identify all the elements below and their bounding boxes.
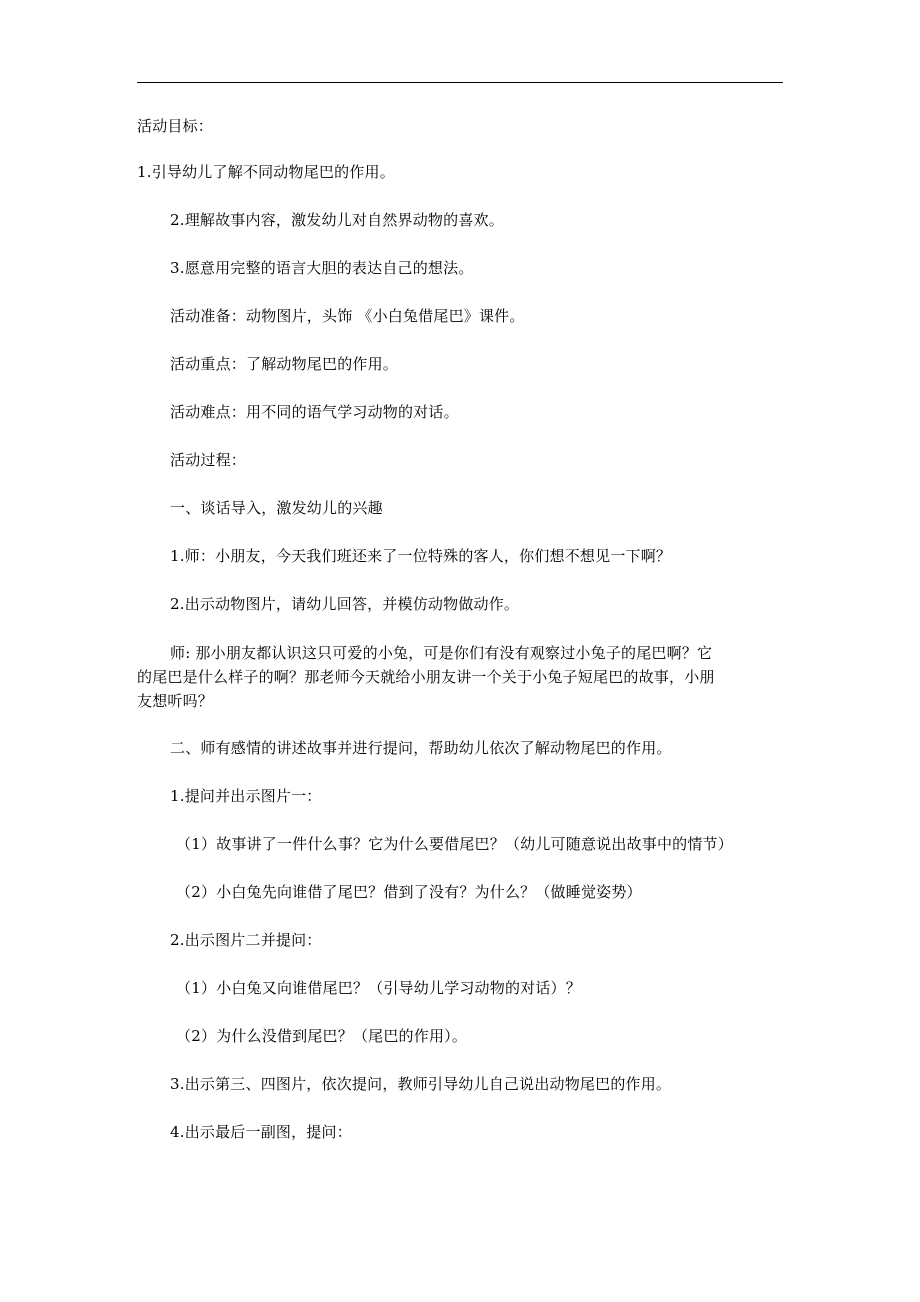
process-item: 2.出示动物图片，请幼儿回答，并模仿动物做动作。 <box>170 595 520 613</box>
process-step-heading: 二、师有感情的讲述故事并进行提问，帮助幼儿依次了解动物尾巴的作用。 <box>170 739 672 757</box>
question-item: （2）为什么没借到尾巴？（尾巴的作用）。 <box>176 1027 468 1045</box>
process-item: 1.师：小朋友，今天我们班还来了一位特殊的客人，你们想不想见一下啊？ <box>170 547 672 565</box>
objective-item: 3.愿意用完整的语言大胆的表达自己的想法。 <box>170 259 474 277</box>
objective-item: 2.理解故事内容，激发幼儿对自然界动物的喜欢。 <box>170 211 504 229</box>
question-item: （1）小白兔又向谁借尾巴？（引导幼儿学习动物的对话）？ <box>176 979 581 997</box>
question-item: （1）故事讲了一件什么事？它为什么要借尾巴？（幼儿可随意说出故事中的情节） <box>176 835 733 853</box>
question-item: （2）小白兔先向谁借了尾巴？借到了没有？为什么？（做睡觉姿势） <box>176 883 642 901</box>
section-heading-objectives: 活动目标： <box>137 117 214 135</box>
process-item: 3.出示第三、四图片，依次提问，教师引导幼儿自己说出动物尾巴的作用。 <box>170 1075 672 1093</box>
process-step-heading: 一、谈话导入，激发幼儿的兴趣 <box>170 499 383 517</box>
header-rule <box>137 82 783 83</box>
preparation-line: 活动准备：动物图片，头饰 《小白兔借尾巴》课件。 <box>170 307 525 325</box>
process-item: 1.提问并出示图片一： <box>170 787 322 805</box>
difficulty-line: 活动难点：用不同的语气学习动物的对话。 <box>170 403 459 421</box>
teacher-dialogue-paragraph: 师: 那小朋友都认识这只可爱的小兔，可是你们有没有观察过小兔子的尾巴啊？它的尾巴是什么样子的啊？那老师今天就给小朋友讲一个关于小兔子短尾巴的故事，小朋友想听吗？ <box>137 644 715 710</box>
objective-item: 1.引导幼儿了解不同动物尾巴的作用。 <box>137 163 395 181</box>
section-heading-process: 活动过程： <box>170 451 247 469</box>
process-item: 4.出示最后一副图，提问： <box>170 1123 352 1141</box>
process-item: 2.出示图片二并提问： <box>170 931 322 949</box>
focus-line: 活动重点：了解动物尾巴的作用。 <box>170 355 399 373</box>
